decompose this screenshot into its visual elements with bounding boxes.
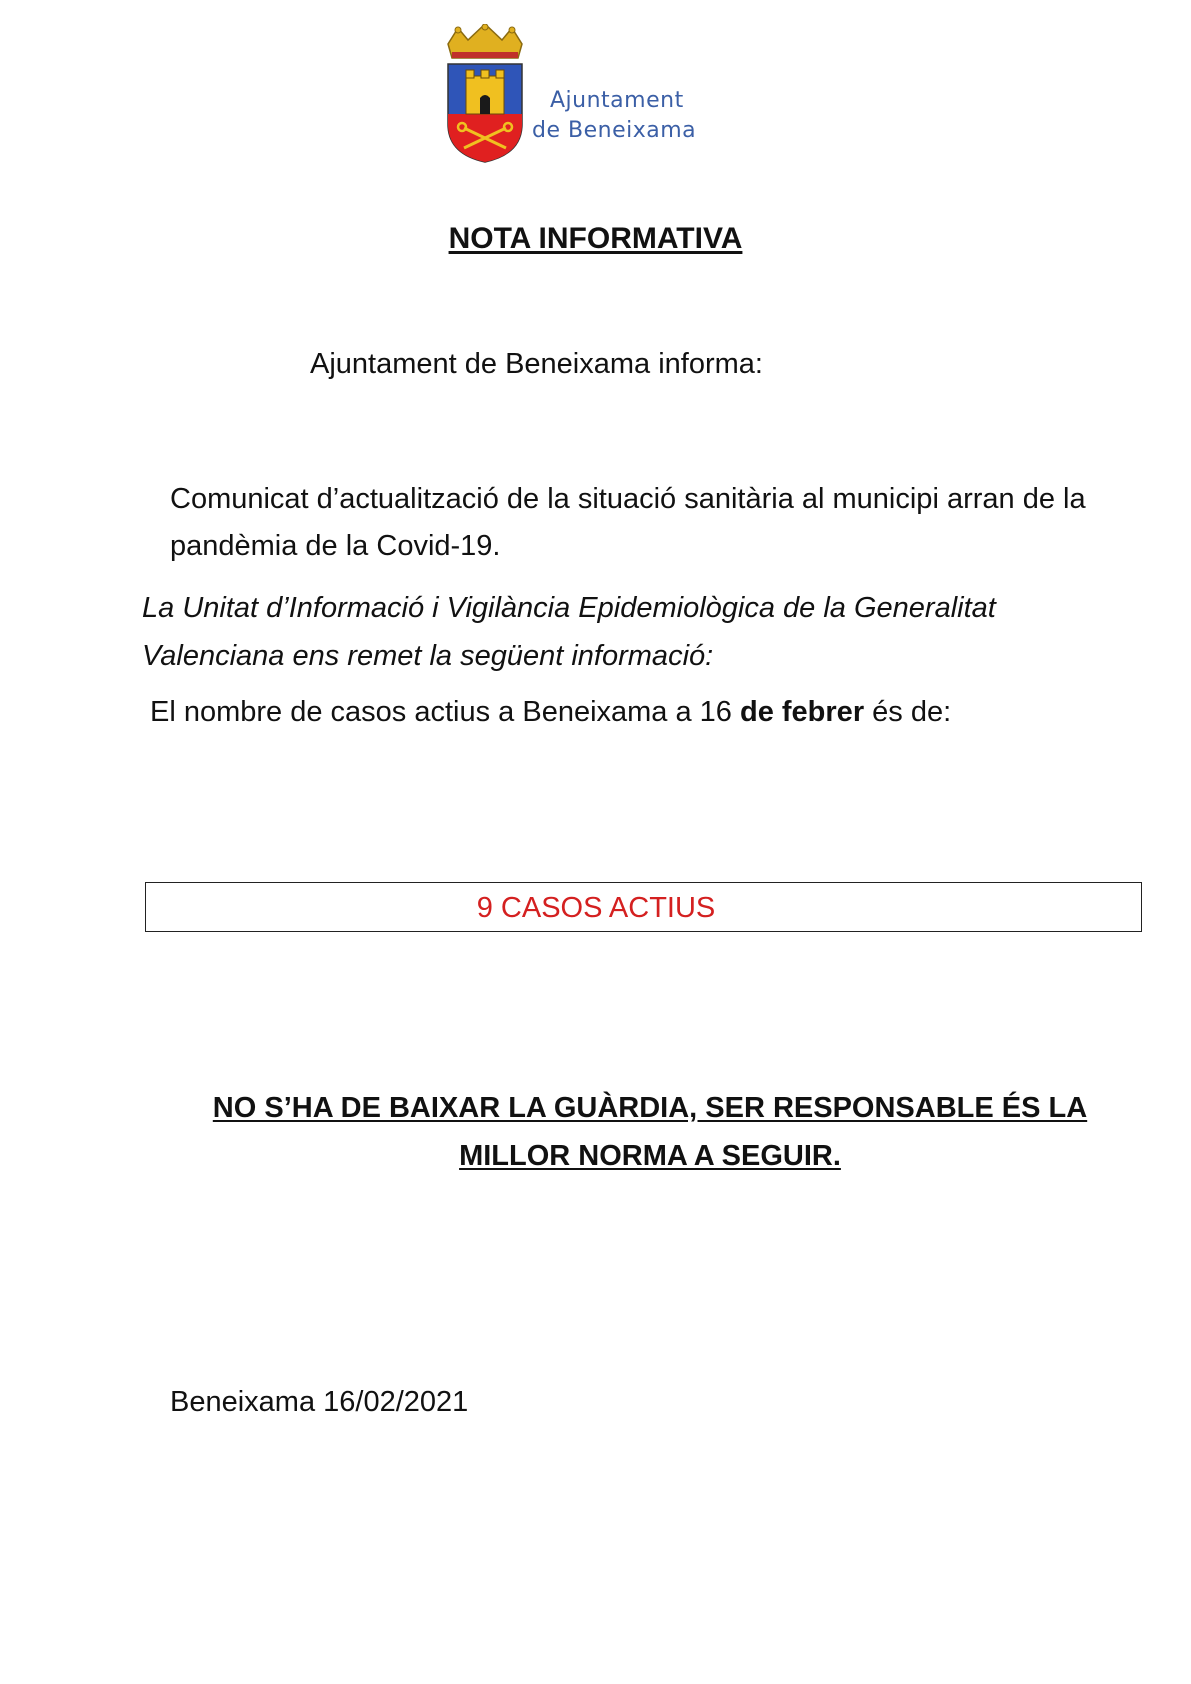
source-paragraph: La Unitat d’Informació i Vigilància Epidemiològica de la Generalitat Valenciana ens remet la següent informació: (142, 592, 996, 672)
document-title: NOTA INFORMATIVA (448, 222, 743, 255)
coat-of-arms-icon (440, 24, 530, 164)
warning-line1: NO S’HA DE BAIXAR LA GUÀRDIA, SER RESPONSABLE ÉS LA (212, 1092, 1088, 1124)
document-subtitle: Ajuntament de Beneixama informa: (310, 348, 763, 380)
logo-text-line2: de Beneixama (532, 118, 697, 143)
intro-before: El nombre de casos actius a Beneixama a 16 (150, 696, 740, 728)
intro-bold-date: de febrer (740, 696, 865, 728)
document-date: Beneixama 16/02/2021 (170, 1386, 469, 1418)
warning-line2: MILLOR NORMA A SEGUIR. (459, 1140, 841, 1172)
active-cases-box (145, 882, 1142, 932)
warning-message (150, 1084, 1150, 1180)
communique-paragraph: Comunicat d’actualització de la situació sanitària al municipi arran de la pandèmia de la Covid-19. (170, 483, 1086, 562)
active-cases-intro (150, 696, 951, 729)
ajuntament-logo (440, 24, 740, 174)
intro-after: és de: (864, 696, 952, 728)
logo-text-line1: Ajuntament (550, 88, 684, 113)
active-cases-count: 9 CASOS ACTIUS (476, 892, 716, 924)
